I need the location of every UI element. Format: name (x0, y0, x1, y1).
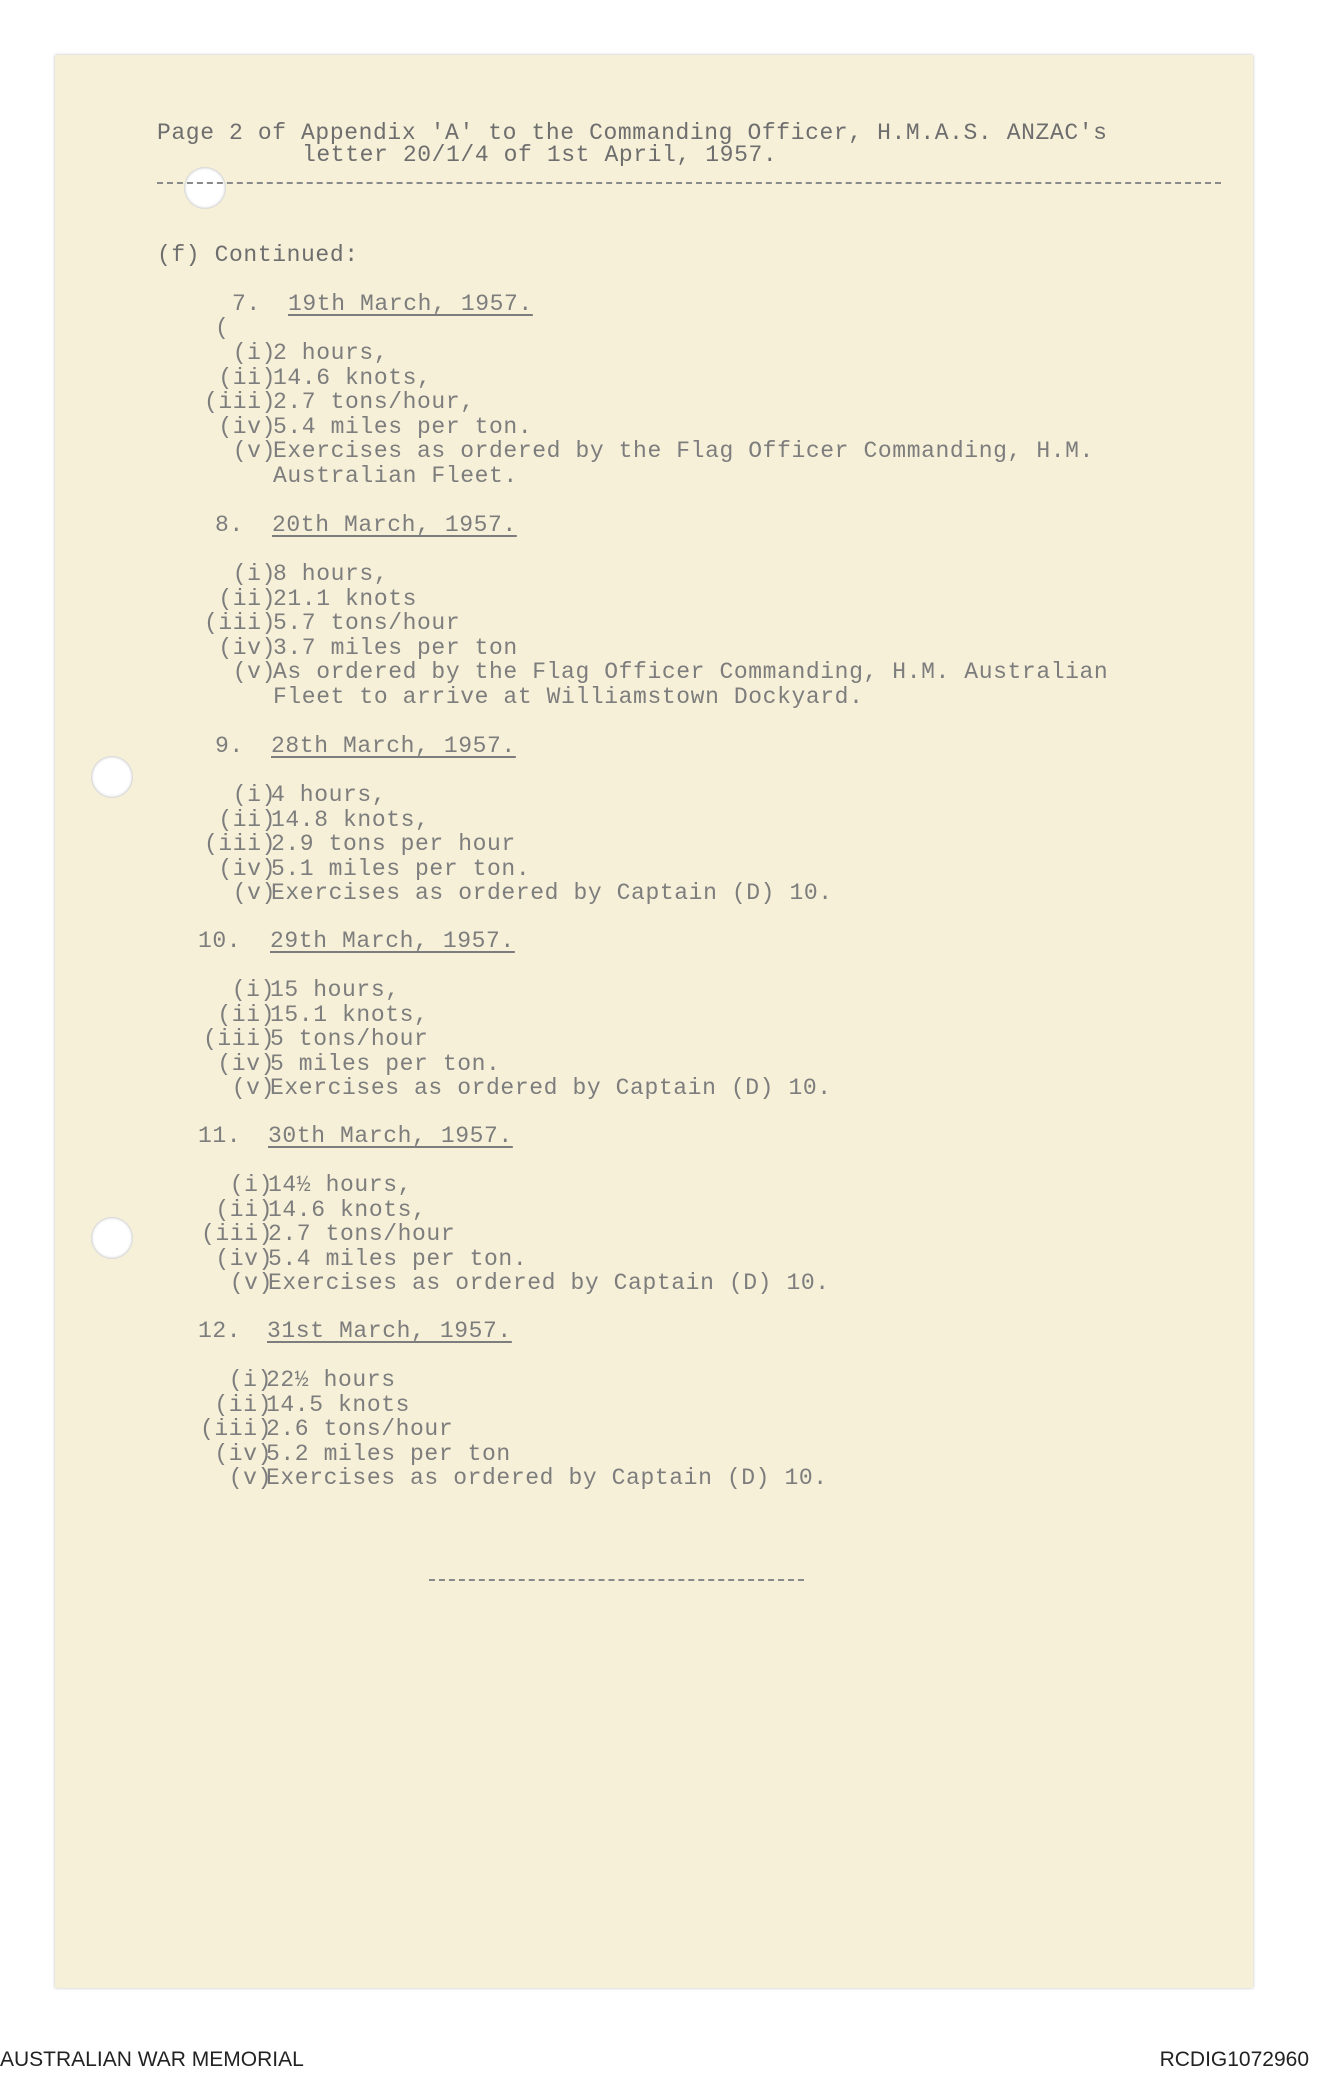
item-text: 3.7 miles per ton (273, 635, 518, 661)
item-text: 5.7 tons/hour (273, 610, 461, 636)
item-text: 2.9 tons per hour (271, 831, 516, 857)
item-numeral: (v) (231, 1075, 275, 1101)
entry-number: 7. (232, 291, 261, 317)
item-numeral: (i) (228, 1367, 272, 1393)
end-divider (429, 1579, 804, 1581)
item-numeral: (v) (232, 659, 276, 685)
item-numeral: (ii) (218, 365, 276, 391)
item-text: 5.1 miles per ton. (271, 856, 531, 882)
header-divider (157, 182, 1221, 184)
entry-number: 12. (198, 1318, 242, 1344)
item-text: Exercises as ordered by Captain (D) 10. (266, 1465, 828, 1491)
item-text: 2.6 tons/hour (266, 1416, 454, 1442)
item-text: 2.7 tons/hour (268, 1221, 456, 1247)
item-numeral: (v) (228, 1465, 272, 1491)
item-numeral: (i) (232, 340, 276, 366)
item-text: 4 hours, (271, 782, 387, 808)
item-numeral: (v) (232, 438, 276, 464)
item-text: Exercises as ordered by Captain (D) 10. (268, 1270, 830, 1296)
item-text: As ordered by the Flag Officer Commanding, H.M. Australian (273, 659, 1109, 685)
item-text: 14.5 knots (266, 1392, 411, 1418)
header-line-1: Page 2 of Appendix 'A' to the Commanding Officer, H.M.A.S. ANZAC's (157, 120, 1108, 146)
item-numeral: (iii) (203, 610, 276, 636)
item-text: 15 hours, (270, 977, 400, 1003)
item-numeral: (v) (229, 1270, 273, 1296)
item-numeral: (iv) (218, 414, 276, 440)
entry-date: 20th March, 1957. (272, 512, 517, 538)
item-text: 2.7 tons/hour, (273, 389, 475, 415)
item-text: Australian Fleet. (273, 463, 518, 489)
item-numeral: (i) (232, 782, 276, 808)
item-numeral: (iv) (218, 856, 276, 882)
item-numeral: (iii) (203, 389, 276, 415)
item-text: 21.1 knots (273, 586, 418, 612)
item-text: 14.6 knots, (273, 365, 432, 391)
item-text: 15.1 knots, (270, 1002, 429, 1028)
entry-number: 9. (215, 733, 244, 759)
item-numeral: (ii) (217, 1002, 275, 1028)
entry-date: 29th March, 1957. (270, 928, 515, 954)
item-numeral: (i) (229, 1172, 273, 1198)
item-text: Fleet to arrive at Williamstown Dockyard. (273, 684, 864, 710)
entry-number: 8. (215, 512, 244, 538)
entry-date: 30th March, 1957. (268, 1123, 513, 1149)
item-text: 14½ hours, (268, 1172, 413, 1198)
item-text: Exercises as ordered by Captain (D) 10. (270, 1075, 832, 1101)
item-numeral: (iv) (217, 1051, 275, 1077)
item-numeral: (i) (232, 561, 276, 587)
entry-date: 28th March, 1957. (271, 733, 516, 759)
stray-mark: ( (215, 315, 230, 341)
item-numeral: (ii) (214, 1392, 272, 1418)
item-numeral: (i) (231, 977, 275, 1003)
item-numeral: (iii) (203, 831, 276, 857)
punch-hole-middle (91, 756, 133, 798)
item-numeral: (iii) (199, 1416, 272, 1442)
entry-number: 11. (198, 1123, 242, 1149)
item-numeral: (v) (232, 880, 276, 906)
item-text: 14.8 knots, (271, 807, 430, 833)
header-line-2: letter 20/1/4 of 1st April, 1957. (302, 142, 778, 168)
item-text: 2 hours, (273, 340, 389, 366)
item-numeral: (iv) (218, 635, 276, 661)
item-numeral: (ii) (218, 586, 276, 612)
item-numeral: (ii) (218, 807, 276, 833)
entry-number: 10. (198, 928, 242, 954)
punch-hole-top (184, 167, 226, 209)
item-text: 5.4 miles per ton. (273, 414, 533, 440)
entry-date: 19th March, 1957. (288, 291, 533, 317)
item-text: 5 miles per ton. (270, 1051, 501, 1077)
footer-right: RCDIG1072960 (1159, 2048, 1309, 2071)
item-text: 22½ hours (266, 1367, 396, 1393)
item-text: 14.6 knots, (268, 1197, 427, 1223)
item-text: 5.2 miles per ton (266, 1441, 511, 1467)
section-label: (f) Continued: (157, 242, 359, 268)
item-text: 5 tons/hour (270, 1026, 429, 1052)
item-text: Exercises as ordered by Captain (D) 10. (271, 880, 833, 906)
item-text: Exercises as ordered by the Flag Officer Commanding, H.M. (273, 438, 1094, 464)
item-numeral: (ii) (215, 1197, 273, 1223)
entry-date: 31st March, 1957. (267, 1318, 512, 1344)
punch-hole-bottom (91, 1217, 133, 1259)
item-numeral: (iv) (214, 1441, 272, 1467)
footer-left: AUSTRALIAN WAR MEMORIAL (0, 2048, 304, 2071)
item-text: 5.4 miles per ton. (268, 1246, 528, 1272)
item-numeral: (iii) (200, 1221, 273, 1247)
item-text: 8 hours, (273, 561, 389, 587)
item-numeral: (iii) (202, 1026, 275, 1052)
item-numeral: (iv) (215, 1246, 273, 1272)
